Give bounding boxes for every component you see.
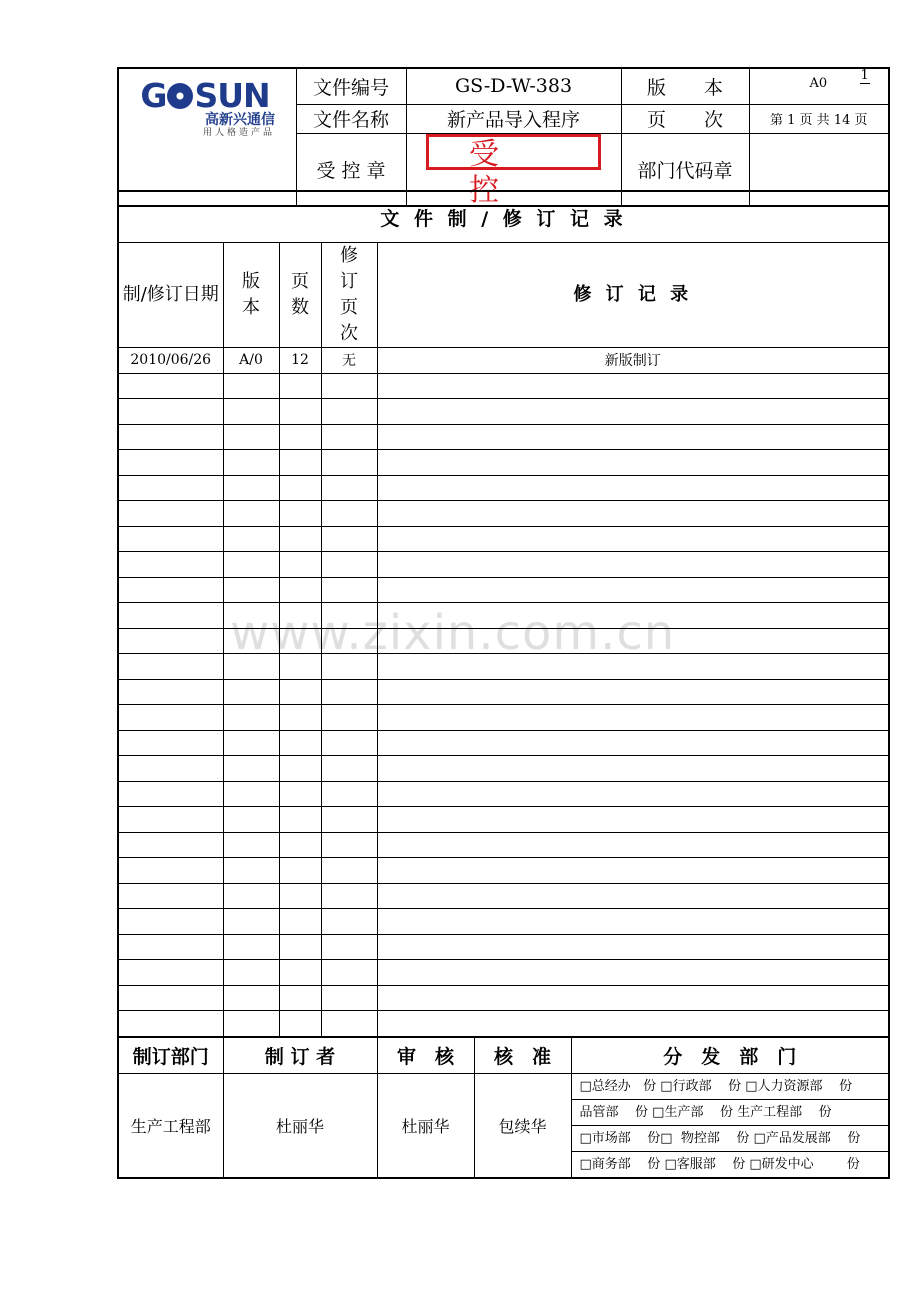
- cell-rev-pages: [321, 960, 377, 986]
- cell-date: [118, 807, 223, 833]
- table-row: [118, 781, 889, 807]
- logo-cell: [118, 68, 296, 206]
- table-row: [118, 424, 889, 450]
- table-row: [118, 628, 889, 654]
- table-row: [118, 934, 889, 960]
- author-value: 杜丽华: [223, 1073, 377, 1178]
- distribution-row: [118, 1073, 889, 1178]
- cell-record: [377, 756, 889, 782]
- col-record: 修 订 记 录: [377, 243, 889, 348]
- cell-version: [223, 501, 279, 527]
- cell-record: [377, 603, 889, 629]
- cell-record: [377, 552, 889, 578]
- cell-record: [377, 475, 889, 501]
- cell-date: [118, 450, 223, 476]
- cell-rev-pages: [321, 756, 377, 782]
- cell-version: [223, 807, 279, 833]
- page-value: 第 1 页 共 14 页: [749, 104, 889, 133]
- col-approve: 核 准: [474, 1037, 571, 1074]
- cell-rev-pages: [321, 909, 377, 935]
- cell-date: [118, 373, 223, 399]
- cell-rev-pages: [321, 450, 377, 476]
- cell-version: A/0: [223, 348, 279, 374]
- cell-pages: [279, 807, 321, 833]
- reviewer-value: 杜丽华: [377, 1073, 474, 1178]
- document-header: [117, 67, 890, 207]
- cell-record: [377, 705, 889, 731]
- cell-date: [118, 883, 223, 909]
- table-row: [118, 475, 889, 501]
- cell-pages: [279, 705, 321, 731]
- record-title: 文 件 制 / 修 订 记 录: [118, 191, 889, 243]
- cell-date: [118, 832, 223, 858]
- table-row: [118, 577, 889, 603]
- cell-date: [118, 526, 223, 552]
- cell-record: [377, 883, 889, 909]
- cell-version: [223, 373, 279, 399]
- cell-version: [223, 450, 279, 476]
- table-row: [118, 603, 889, 629]
- cell-record: [377, 909, 889, 935]
- cell-date: [118, 628, 223, 654]
- cell-date: [118, 705, 223, 731]
- table-row: [118, 832, 889, 858]
- page-label: 页 次: [621, 104, 749, 133]
- cell-rev-pages: [321, 424, 377, 450]
- cell-pages: [279, 909, 321, 935]
- cell-pages: [279, 756, 321, 782]
- col-version: [223, 243, 279, 348]
- cell-record: [377, 526, 889, 552]
- cell-date: [118, 909, 223, 935]
- cell-rev-pages: [321, 705, 377, 731]
- cell-date: [118, 934, 223, 960]
- cell-date: [118, 603, 223, 629]
- cell-version: [223, 679, 279, 705]
- cell-rev-pages: [321, 399, 377, 425]
- control-label: 受 控 章: [296, 133, 406, 206]
- cell-record: [377, 501, 889, 527]
- cell-date: 2010/06/26: [118, 348, 223, 374]
- file-name-label: 文件名称: [296, 104, 406, 133]
- cell-version: [223, 526, 279, 552]
- table-row: [118, 399, 889, 425]
- table-row: [118, 909, 889, 935]
- cell-record: [377, 1011, 889, 1037]
- cell-version: [223, 934, 279, 960]
- cell-pages: [279, 960, 321, 986]
- cell-record: [377, 450, 889, 476]
- table-row: [118, 450, 889, 476]
- cell-record: [377, 654, 889, 680]
- distribution-list: [571, 1073, 889, 1178]
- revision-record-table: [117, 190, 890, 1179]
- cell-date: [118, 781, 223, 807]
- cell-pages: [279, 373, 321, 399]
- cell-rev-pages: [321, 730, 377, 756]
- cell-rev-pages: [321, 807, 377, 833]
- col-date: [118, 243, 223, 348]
- distribution-line: □商务部 份 □客服部 份 □研发中心 份: [579, 1156, 860, 1172]
- table-row: [118, 501, 889, 527]
- cell-date: [118, 424, 223, 450]
- cell-rev-pages: [321, 858, 377, 884]
- cell-version: [223, 424, 279, 450]
- cell-rev-pages: [321, 526, 377, 552]
- cell-date: [118, 475, 223, 501]
- table-row: [118, 348, 889, 374]
- table-row: [118, 654, 889, 680]
- cell-date: [118, 577, 223, 603]
- cell-rev-pages: [321, 577, 377, 603]
- cell-record: [377, 985, 889, 1011]
- cell-record: [377, 934, 889, 960]
- cell-version: [223, 654, 279, 680]
- col-pages: [279, 243, 321, 348]
- cell-pages: [279, 934, 321, 960]
- cell-record: [377, 781, 889, 807]
- cell-pages: [279, 526, 321, 552]
- cell-version: [223, 781, 279, 807]
- col-dept: 制订部门: [118, 1037, 223, 1074]
- dept-code-label: 部门代码章: [621, 133, 749, 206]
- cell-version: [223, 577, 279, 603]
- table-row: [118, 883, 889, 909]
- table-row: [118, 526, 889, 552]
- cell-pages: [279, 654, 321, 680]
- distribution-header-row: [118, 1037, 889, 1074]
- table-row: [118, 807, 889, 833]
- dept-value: 生产工程部: [118, 1073, 223, 1178]
- cell-pages: [279, 832, 321, 858]
- table-row: [118, 756, 889, 782]
- gosun-logo: G SUN 高新兴通信 用人格造产品: [140, 76, 275, 138]
- cell-record: [377, 832, 889, 858]
- version-label: 版 本: [621, 68, 749, 104]
- cell-pages: [279, 577, 321, 603]
- cell-pages: [279, 628, 321, 654]
- cell-version: [223, 552, 279, 578]
- cell-pages: 12: [279, 348, 321, 374]
- cell-version: [223, 399, 279, 425]
- cell-record: 新版制订: [377, 348, 889, 374]
- table-row: [118, 373, 889, 399]
- cell-version: [223, 603, 279, 629]
- distribution-line: □总经办 份 □行政部 份 □人力资源部 份: [572, 1074, 889, 1100]
- cell-pages: [279, 450, 321, 476]
- table-row: [118, 705, 889, 731]
- cell-pages: [279, 679, 321, 705]
- cell-version: [223, 730, 279, 756]
- cell-rev-pages: [321, 552, 377, 578]
- cell-rev-pages: [321, 985, 377, 1011]
- cell-record: [377, 858, 889, 884]
- cell-record: [377, 679, 889, 705]
- version-1: 1: [860, 68, 869, 83]
- cell-rev-pages: [321, 883, 377, 909]
- cell-pages: [279, 781, 321, 807]
- cell-pages: [279, 858, 321, 884]
- cell-version: [223, 1011, 279, 1037]
- cell-version: [223, 705, 279, 731]
- cell-rev-pages: [321, 373, 377, 399]
- cell-date: [118, 679, 223, 705]
- table-row: [118, 985, 889, 1011]
- cell-rev-pages: [321, 832, 377, 858]
- cell-rev-pages: [321, 501, 377, 527]
- cell-rev-pages: [321, 934, 377, 960]
- cell-pages: [279, 501, 321, 527]
- cell-version: [223, 883, 279, 909]
- control-stamp: 受控: [426, 134, 601, 170]
- cell-rev-pages: [321, 781, 377, 807]
- cell-record: [377, 807, 889, 833]
- col-date-text: 制/修订日期: [122, 284, 219, 305]
- cell-rev-pages: [321, 654, 377, 680]
- cell-version: [223, 909, 279, 935]
- cell-date: [118, 1011, 223, 1037]
- table-row: [118, 730, 889, 756]
- cell-record: [377, 960, 889, 986]
- cell-date: [118, 730, 223, 756]
- col-version-text: 版本: [242, 271, 260, 318]
- cell-date: [118, 399, 223, 425]
- file-no-value: GS-D-W-383: [406, 68, 621, 104]
- cell-date: [118, 985, 223, 1011]
- approver-value: 包续华: [474, 1073, 571, 1178]
- cell-rev-pages: [321, 603, 377, 629]
- cell-version: [223, 475, 279, 501]
- cell-pages: [279, 424, 321, 450]
- cell-date: [118, 858, 223, 884]
- cell-version: [223, 960, 279, 986]
- col-rev-pages: [321, 243, 377, 348]
- cell-date: [118, 654, 223, 680]
- table-row: [118, 679, 889, 705]
- cell-rev-pages: [321, 1011, 377, 1037]
- file-name-value: 新产品导入程序: [406, 104, 621, 133]
- col-pages-text: 页数: [291, 271, 309, 318]
- cell-pages: [279, 475, 321, 501]
- table-row: [118, 960, 889, 986]
- col-author: 制 订 者: [223, 1037, 377, 1074]
- col-rev-pages-text: 修订页次: [340, 245, 358, 344]
- cell-date: [118, 960, 223, 986]
- table-row: [118, 552, 889, 578]
- cell-record: [377, 373, 889, 399]
- cell-version: [223, 985, 279, 1011]
- cell-record: [377, 577, 889, 603]
- col-review: 审 核: [377, 1037, 474, 1074]
- version-a: A0: [809, 76, 828, 91]
- cell-pages: [279, 730, 321, 756]
- cell-date: [118, 552, 223, 578]
- cell-record: [377, 424, 889, 450]
- cell-record: [377, 730, 889, 756]
- table-row: [118, 858, 889, 884]
- cell-record: [377, 399, 889, 425]
- cell-date: [118, 501, 223, 527]
- cell-pages: [279, 552, 321, 578]
- cell-pages: [279, 1011, 321, 1037]
- col-distribution: 分 发 部 门: [571, 1037, 889, 1074]
- cell-pages: [279, 399, 321, 425]
- cell-pages: [279, 883, 321, 909]
- cell-rev-pages: 无: [321, 348, 377, 374]
- cell-pages: [279, 985, 321, 1011]
- cell-rev-pages: [321, 679, 377, 705]
- file-no-label: 文件编号: [296, 68, 406, 104]
- cell-record: [377, 628, 889, 654]
- cell-version: [223, 628, 279, 654]
- cell-version: [223, 858, 279, 884]
- cell-rev-pages: [321, 628, 377, 654]
- cell-version: [223, 832, 279, 858]
- table-row: [118, 1011, 889, 1037]
- cell-pages: [279, 603, 321, 629]
- distribution-line: 品管部 份 □生产部 份 生产工程部 份: [572, 1100, 889, 1126]
- cell-rev-pages: [321, 475, 377, 501]
- cell-version: [223, 756, 279, 782]
- cell-date: [118, 756, 223, 782]
- distribution-line: □市场部 份□ 物控部 份 □产品发展部 份: [572, 1126, 889, 1152]
- watermark: www.zixin.com.cn: [230, 605, 676, 661]
- version-value: [749, 68, 889, 104]
